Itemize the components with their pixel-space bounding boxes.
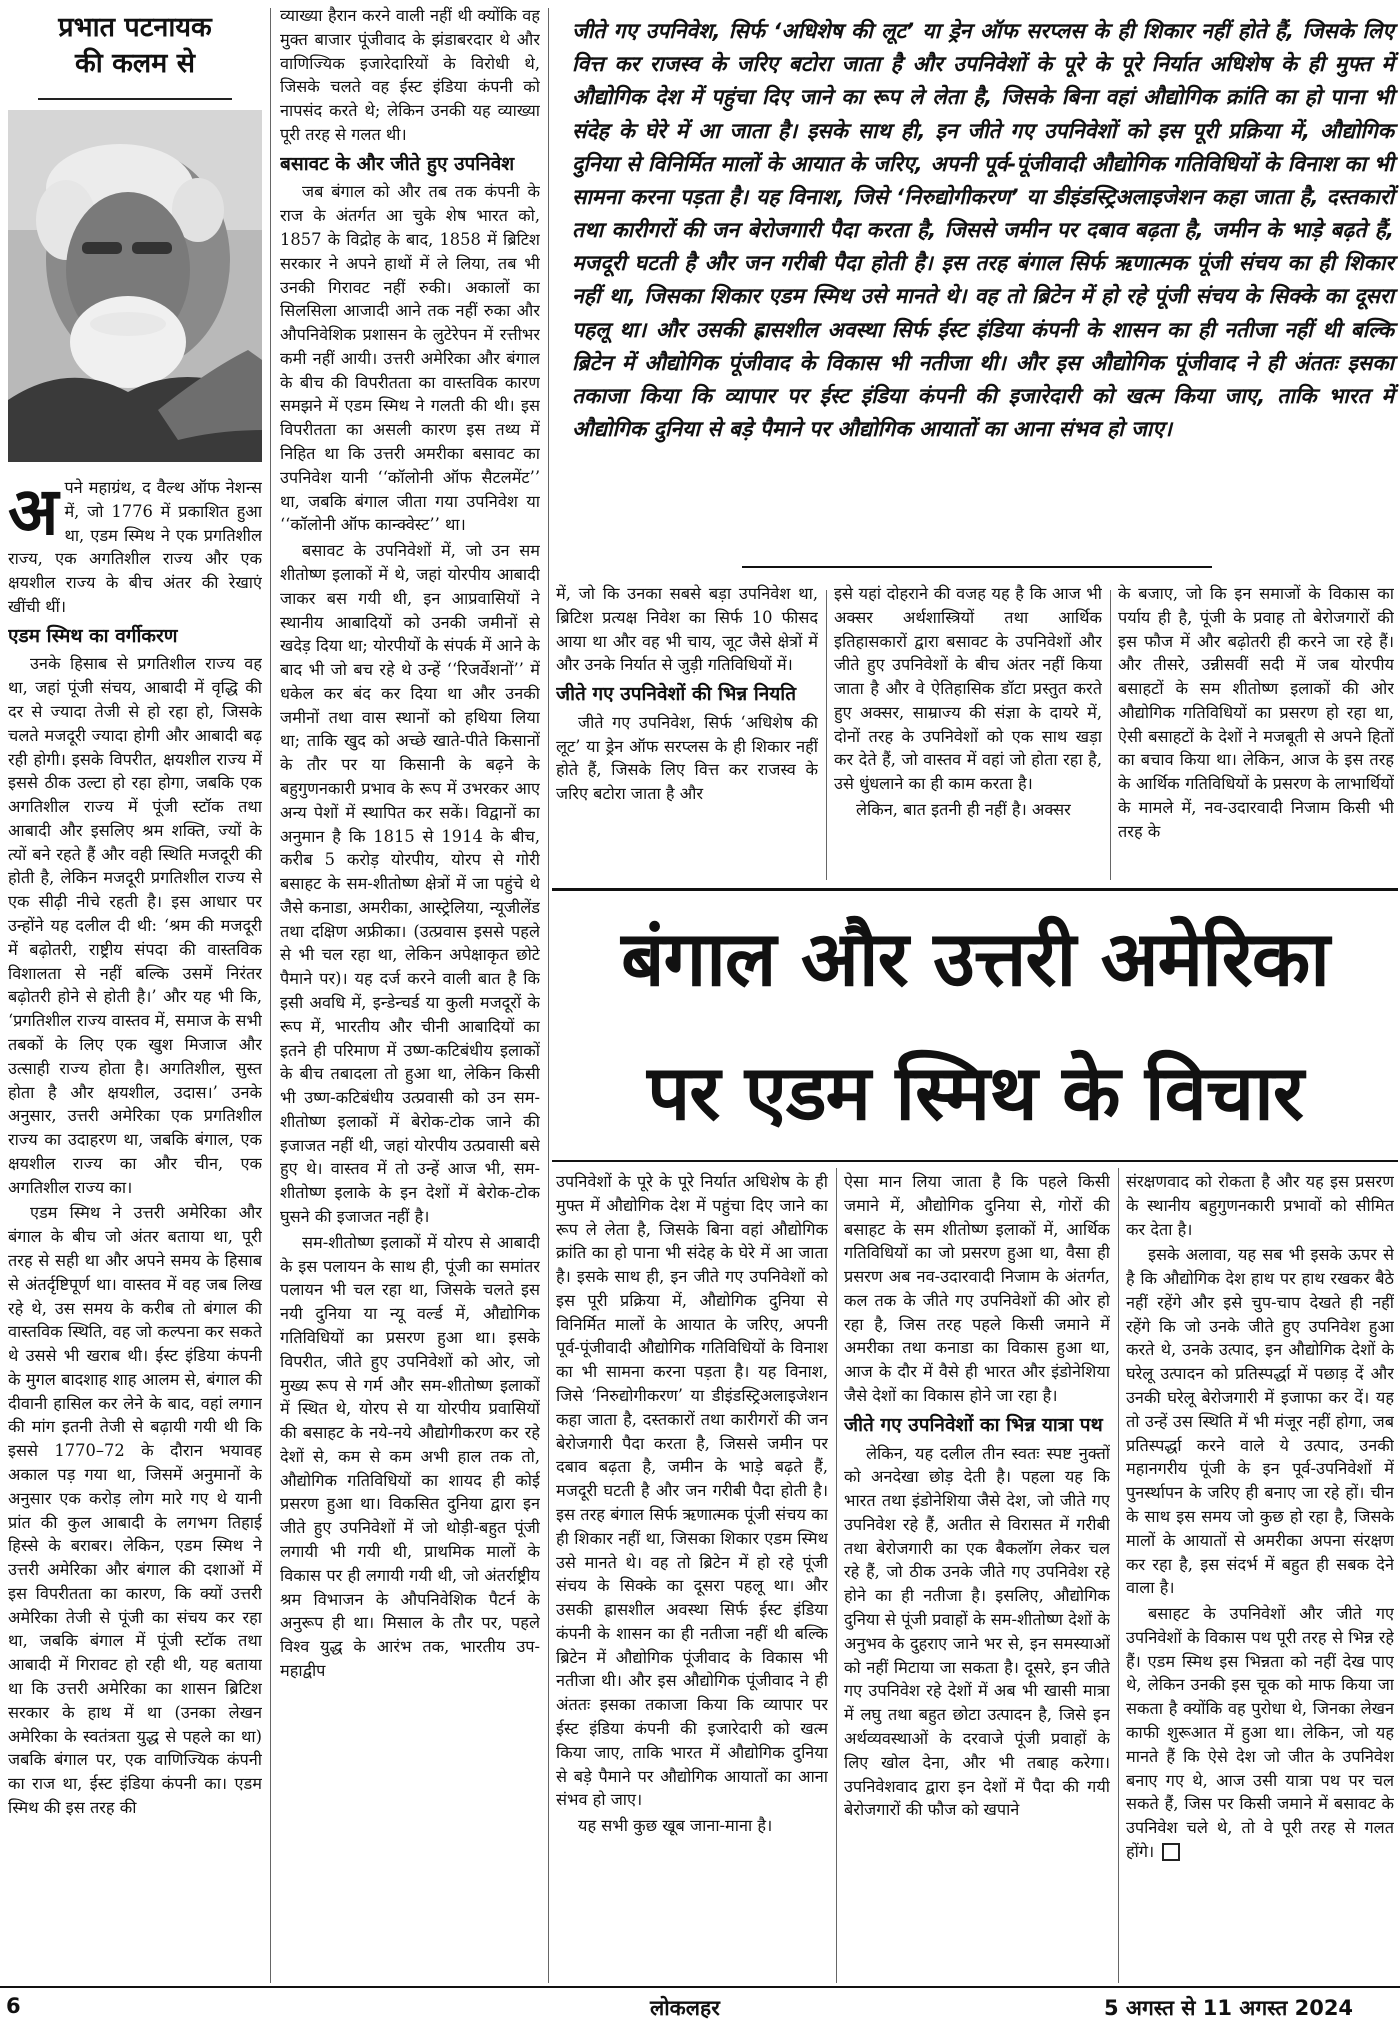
paragraph: उपनिवेशों के पूरे के पूरे निर्यात अधिशेष के ही मुफ्त में औद्योगिक देश में पहुंचा दिए जाने का रूप ले लेता है, जिसके बिना वहां औद्योगिक क्रांति का हो पाना भी संदेह के घेरे में आ जाता है। इसके साथ ही, इन जीते गए उपनिवेशों को इस पूरी प्रक्रिया में, औद्योगिक दुनिया से विनिर्मित मालों के आयात के जरिए, अपनी पूर्व-पूंजीवादी औद्योगिक गतिविधियों के विनाश का भी सामना करना पड़ता है। यह विनाश, जिसे ‘निरुद्योगीकरण’ या डीइंडस्ट्रिअलाइजेशन कहा जाता है, दस्तकारों तथा कारीगरों की जन बेरोजगारी पैदा करता है, जिससे जमीन पर दबाव बढ़ता है, जमीन के भाड़े बढ़ते हैं, मजदूरी घटती है और जन गरीबी पैदा होती है। इस तरह बंगाल सिर्फ ऋणात्मक पूंजी संचय का ही शिकार नहीं था, जिसका शिकार एडम स्मिथ उसे मानते थे। वह तो ब्रिटेन में हो रहे पूंजी संचय के सिक्के का दूसरा पहलू था। और उसकी ह्रासशील अवस्था सिर्फ ईस्ट इंडिया कंपनी के शासन का ही नतीजा नहीं थी बल्कि ब्रिटेन में औद्योगिक पूंजीवाद के विकास भी नतीजा थी। और इस औद्योगिक पूंजीवाद ने ही अंततः इसका तकाजा किया कि व्यापार पर ईस्ट इंडिया कंपनी की इजारेदारी को खत्म किया जाए, ताकि भारत में औद्योगिक दुनिया से बड़े पैमाने पर औद्योगिक आयातों का आना संभव हो जाए।: [556, 1172, 828, 1810]
paragraph: इसे यहां दोहराने की वजह यह है कि आज भी अक्सर अर्थशास्त्रियों तथा आर्थिक इतिहासकारों द्वारा बसावट के उपनिवेशों और जीते हुए उपनिवेशों के बीच अंतर नहीं किया जाता है और वे ऐतिहासिक डॉटा प्रस्तुत करते हुए अक्सर, साम्राज्य की संज्ञा के दायरे में, दोनों तरह के उपनिवेशों को एक साथ खड़ा कर देते हैं, जो वास्तव में वहां जो होता रहा है, उसे धुंधलाने का ही काम करता है।: [834, 584, 1102, 794]
drop-cap: अ: [8, 476, 59, 550]
article-column-4-bottom: [844, 1170, 1110, 1982]
footer-rule: [0, 1986, 1400, 1988]
column-divider: [836, 1168, 837, 1983]
article-column-4-top: [834, 582, 1102, 882]
subheading: जीते गए उपनिवेशों का भिन्न यात्रा पथ: [844, 1413, 1103, 1436]
paragraph: बसाहट के उपनिवेशों और जीते गए उपनिवेशों के विकास पथ पूरी तरह से भिन्न रहे हैं। एडम स्मिथ इस भिन्नता को नहीं देख पाए थे, लेकिन उनकी इस चूक को माफ किया जा सकता है क्योंकि वह पुरोधा थे, जिनका लेखन काफी शुरूआत में हुआ था। लेकिन, जो यह मानते हैं कि ऐसे देश जो जीत के उपनिवेश बनाए गए थे, आज उसी यात्रा पथ पर चल सकते हैं, जिस पर किसी जमाने में बसावट के उपनिवेश चले थे, तो वे पूरी तरह से गलत होंगे।: [1126, 1602, 1394, 1864]
page-number: 6: [6, 1994, 21, 2018]
headline-line-1: बंगाल और उत्तरी अमेरिका: [621, 914, 1329, 1003]
byline-tagline: की कलम से: [75, 47, 195, 79]
paragraph: लेकिन, बात इतनी ही नहीं है। अक्सर: [856, 800, 1071, 820]
paragraph: एडम स्मिथ ने उत्तरी अमेरिका और बंगाल के बीच जो अंतर बताया था, पूरी तरह से सही था और अपने समय के हिसाब से अंतर्दृष्टिपूर्ण था। वास्तव में वह जब लिख रहे थे, उस समय के करीब तो बंगाल की वास्तविक स्थिति, वह जो कल्पना कर सकते थे उससे भी खराब थी। ईस्ट इंडिया कंपनी के मुगल बादशाह शाह आलम से, बंगाल की दीवानी हासिल कर लेने के बाद, वहां लगान की मांग इतनी तेजी से बढ़ायी गयी थी कि इससे 1770–72 के दौरान भयावह अकाल पड़ गया था, जिसमें अनुमानों के अनुसार एक करोड़ लोग मारे गए थे यानी प्रांत की कुल आबादी के लगभग तिहाई हिस्से के बराबर। लेकिन, एडम स्मिथ ने उत्तरी अमेरिका और बंगाल की दशाओं में इस विपरीतता का कारण, कि क्यों उत्तरी अमेरिका तेजी से पूंजी का संचय कर रहा था, जबकि बंगाल में पूंजी स्टॉक तथा आबादी में गिरावट हो रही थी, यह बताया था कि उत्तरी अमेरिका का शासन ब्रिटिश सरकार के हाथ में था (उनका लेखन अमेरिका के स्वतंत्रता युद्ध से पहले का था) जबकि बंगाल पर, एक वाणिज्यिक कंपनी का राज था, ईस्ट इंडिया कंपनी का। एडम स्मिथ की इस तरह की: [8, 1203, 262, 1817]
article-column-2: [280, 4, 540, 1982]
paragraph: व्याख्या हैरान करने वाली नहीं थी क्योंकि वह मुक्त बाजार पूंजीवाद के झंडाबरदार थे और वाणिज्यिक इजारेदारियों के विरोधी थे, जिसके चलते वह ईस्ट इंडिया कंपनी को नापसंद करते थे; लेकिन उनकी यह व्याख्या पूरी तरह से गलत थी।: [280, 6, 540, 144]
column-divider: [270, 8, 271, 1983]
article-column-1: [8, 476, 262, 1982]
subheading: जीते गए उपनिवेशों की भिन्न नियति: [556, 683, 797, 706]
column-divider: [1110, 590, 1111, 880]
article-column-5-top: [1118, 582, 1394, 882]
paragraph: उनके हिसाब से प्रगतिशील राज्य वह था, जहां पूंजी संचय, आबादी में वृद्धि की दर से ज्यादा तेजी से हो रहा हो, जिसके चलते मजदूरी ज्यादा होगी और आबादी बढ़ रही होगी। इसके विपरीत, क्षयशील राज्य में इससे ठीक उल्टा हो रहा होगा, जबकि एक अगतिशील राज्य में पूंजी स्टॉक तथा आबादी और इसलिए श्रम शक्ति, ज्यों के त्यों बने रहते हैं और वही स्थिति मजदूरी की होती है, लेकिन मजदूरी प्रगतिशील राज्य से एक सीढ़ी नीचे रहती है। इस आधार पर उन्होंने यह दलील दी थी: ‘श्रम की मजदूरी में बढ़ोतरी, राष्ट्रीय संपदा की वास्तविक विशालता से नहीं बल्कि उसमें निरंतर बढ़ोतरी होने से होती है।’ और यह भी कि, ‘प्रगतिशील राज्य वास्तव में, समाज के सभी तबकों के लिए एक खुश मिजाज और उत्साही राज्य होता है। अगतिशील, सुस्त होता है और क्षयशील, उदास।’ उनके अनुसार, उत्तरी अमेरिका एक प्रगतिशील राज्य का उदाहरण था, जबकि बंगाल, एक क्षयशील राज्य का और चीन, एक अगतिशील राज्य का।: [8, 654, 262, 1197]
subheading: बसावट के और जीते हुए उपनिवेश: [280, 152, 515, 175]
column-divider: [1118, 1168, 1119, 1983]
deck-rule: [742, 566, 1212, 568]
issue-date: 5 अगस्त से 11 अगस्त 2024: [1104, 1996, 1354, 2020]
column-divider: [548, 8, 549, 1983]
paragraph: यह सभी कुछ खूब जाना-माना है।: [578, 1816, 773, 1836]
headline-line-2: पर एडम स्मिथ के विचार: [647, 1048, 1303, 1137]
paragraph: संरक्षणवाद को रोकता है और यह इस प्रसरण के स्थानीय बहुगुणनकारी प्रभावों को सीमित कर देता है।: [1126, 1172, 1394, 1239]
byline-author: प्रभात पटनायक: [58, 12, 212, 43]
article-deck: जीते गए उपनिवेश, सिर्फ ‘अधिशेष की लूट’ या ड्रेन ऑफ सरप्लस के ही शिकार नहीं होते हैं, जिसके लिए वित्त कर राजस्व के जरिए बटोरा जाता है और उपनिवेशों के पूरे के पूरे निर्यात अधिशेष के ही मुफ्त में औद्योगिक देश में पहुंचा दिए जाने का रूप ले लेता है, जिसके बिना वहां औद्योगिक क्रांति का हो पाना भी संदेह के घेरे में आ जाता है। इसके साथ ही, इन जीते गए उपनिवेशों को इस पूरी प्रक्रिया में, औद्योगिक दुनिया से विनिर्मित मालों के आयात के जरिए, अपनी पूर्व-पूंजीवादी औद्योगिक गतिविधियों के विनाश का भी सामना करना पड़ता है। यह विनाश, जिसे ‘निरुद्योगीकरण’ या डीइंडस्ट्रिअलाइजेशन कहा जाता है, दस्तकारों तथा कारीगरों की जन बेरोजगारी पैदा करता है, जिससे जमीन पर दबाव बढ़ता है, जमीन के भाड़े बढ़ते हैं, मजदूरी घटती है और जन गरीबी पैदा होती है। इस तरह बंगाल सिर्फ ऋणात्मक पूंजी संचय का ही शिकार नहीं था, जिसका शिकार एडम स्मिथ उसे मानते थे। वह तो ब्रिटेन में हो रहे पूंजी संचय के सिक्के का दूसरा पहलू था। और उसकी ह्रासशील अवस्था सिर्फ ईस्ट इंडिया कंपनी के शासन का ही नतीजा नहीं थी बल्कि ब्रिटेन में औद्योगिक पूंजीवाद के विकास भी नतीजा थी। और इस औद्योगिक पूंजीवाद ने ही अंततः इसका तकाजा किया कि व्यापार पर ईस्ट इंडिया कंपनी की इजारेदारी को खत्म किया जाए, ताकि भारत में औद्योगिक दुनिया से बड़े पैमाने पर औद्योगिक आयातों का आना संभव हो जाए।: [572, 18, 1394, 442]
intro-paragraph: पने महाग्रंथ, द वैल्थ ऑफ नेशन्स में, जो 1776 में प्रकाशित हुआ था, एडम स्मिथ ने एक प्रगतिशील राज्य, एक अगतिशील राज्य और एक क्षयशील राज्य के बीच अंतर की रेखाएं खींची थीं।: [8, 478, 262, 616]
paragraph: में, जो कि उनका सबसे बड़ा उपनिवेश था, ब्रिटिश प्रत्यक्ष निवेश का सिर्फ 10 फीसद आया था और वह भी चाय, जूट जैसे क्षेत्रों में और उनके निर्यात से जुड़ी गतिविधियों में।: [556, 584, 818, 675]
paragraph: जब बंगाल को और तब तक कंपनी के राज के अंतर्गत आ चुके शेष भारत को, 1857 के विद्रोह के बाद, 1858 में ब्रिटिश सरकार ने अपने हाथों में ले लिया, तब भी उनकी गिरावट नहीं रुकी। अकालों का सिलसिला आजादी आने तक नहीं रुका और औपनिवेशिक प्रशासन के लुटेरेपन में रत्तीभर कमी नहीं आयी। उत्तरी अमेरिका और बंगाल के बीच की विपरीतता का वास्तविक कारण समझने में एडम स्मिथ ने गलती की थी। इस विपरीतता का असली कारण इस तथ्य में निहित था कि उत्तरी अमरीका बसावट का उपनिवेश यानी ‘‘कॉलोनी ऑफ सैटलमेंट’’ था, जबकि बंगाल जीता गया उपनिवेश या ‘‘कॉलोनी ऑफ कान्क्वेस्ट’’ था।: [280, 182, 540, 535]
paragraph: इसके अलावा, यह सब भी इसके ऊपर से है कि औद्योगिक देश हाथ पर हाथ रखकर बैठे नहीं रहेंगे और इसे चुप-चाप देखते ही नहीं रहेंगे कि जो उनके जीते हुए उपनिवेश हुआ करते थे, उनके उत्पाद, इन औद्योगिक देशों के घरेलू उत्पादन को प्रतिस्पर्द्धा में पछाड़ दें और उनकी घरेलू बेरोजगारी में इजाफा कर दें। यह तो उन्हें उस स्थिति में भी मंजूर नहीं होगा, जब प्रतिस्पर्द्धा करने वाले ये उत्पाद, उनकी महानगरीय पूंजी के इन पूर्व-उपनिवेशों में पुनर्स्थापन के जरिए ही बनाए जा रहे हों। चीन के साथ इस समय जो कुछ हो रहा है, जिसके मालों के आयातों से अमरीका अपना संरक्षण कर रहा है, इस संदर्भ में बहुत ही सबक देने वाला है।: [1126, 1245, 1394, 1598]
article-column-5-bottom: [1126, 1170, 1394, 1982]
subheading: एडम स्मिथ का वर्गीकरण: [8, 624, 178, 647]
article-column-3-bottom: [556, 1170, 828, 1982]
author-portrait-illustration: [8, 110, 262, 462]
paragraph: के बजाए, जो कि इन समाजों के विकास का पर्याय ही है, पूंजी के प्रवाह तो बेरोजगारों की इस फौज में और बढ़ोतरी ही करने जा रहे हैं। और तीसरे, उन्नीसवीं सदी में जब योरपीय बसाहटों के सम शीतोष्ण इलाकों की ओर औद्योगिक गतिविधियों का प्रसरण हो रहा था, ऐसी बसाहटों के देशों ने मजबूती से अपने हितों का बचाव किया था। लेकिन, आज के इस तरह के आर्थिक गतिविधियों के प्रसरण के लाभार्थियों के मामले में, नव-उदारवादी निजाम किसी भी तरह के: [1118, 584, 1394, 841]
publication-name: लोकलहर: [650, 1996, 720, 2020]
paragraph: जीते गए उपनिवेश, सिर्फ ‘अधिशेष की लूट’ या ड्रेन ऑफ सरप्लस के ही शिकार नहीं होते हैं, जिसके लिए वित्त कर राजस्व के जरिए बटोरा जाता है और: [556, 712, 818, 804]
paragraph: लेकिन, यह दलील तीन स्वतः स्पष्ट नुक्तों को अनदेखा छोड़ देती है। पहला यह कि भारत तथा इंडोनेशिया जैसे देश, जो जीते गए उपनिवेश रहे हैं, अतीत से विरासत में गरीबी तथा बेरोजगारी का एक बैकलॉग लेकर चल रहे हैं, जो ठीक उनके जीते गए उपनिवेश रहे होने का ही नतीजा है। इसलिए, औद्योगिक दुनिया से पूंजी प्रवाहों के सम-शीतोष्ण देशों के अनुभव के दुहराए जाने भर से, इन समस्याओं को नहीं मिटाया जा सकता है। दूसरे, इन जीते गए उपनिवेश रहे देशों में अब भी खासी मात्रा में लघु तथा बहुत छोटा उत्पादन है, जिसे इन अर्थव्यवस्थाओं के दरवाजे पूंजी प्रवाहों के लिए खोल देना, और भी तबाह करेगा। उपनिवेशवाद द्वारा इन देशों में पैदा की गयी बेरोजगारों की फौज को खपाने: [844, 1443, 1110, 1820]
paragraph: ऐसा मान लिया जाता है कि पहले किसी जमाने में, औद्योगिक दुनिया से, गोरों की बसाहट के सम शीतोष्ण इलाकों में, आर्थिक गतिविधियों का जो प्रसरण हुआ था, वैसा ही प्रसरण अब नव-उदारवादी निजाम के अंतर्गत, कल तक के जीते गए उपनिवेशों की ओर हो रहा है, जिस तरह पहले किसी जमाने में अमरीका तथा कनाडा का विकास हुआ था, आज के दौर में वैसे ही भारत और इंडोनेशिया जैसे देशों का विकास होने जा रहा है।: [844, 1172, 1110, 1406]
column-divider: [826, 590, 827, 880]
article-column-3-top: [556, 582, 818, 882]
paragraph: सम-शीतोष्ण इलाकों में योरप से आबादी के इस पलायन के साथ ही, पूंजी का समांतर पलायन भी चल रहा था, जिसके चलते इस नयी दुनिया या न्यू वर्ल्ड में, औद्योगिक गतिविधियों का प्रसरण हुआ था। इसके विपरीत, जीते हुए उपनिवेशों को ओर, जो मुख्य रूप से गर्म और सम-शीतोष्ण इलाकों में स्थित थे, योरप से या योरपीय प्रवासियों की बसाहट के नये-नये औद्योगीकरण कर रहे देशों से, कम से कम अभी हाल तक तो, औद्योगिक गतिविधियों का शायद ही कोई प्रसरण हुआ था। विकसित दुनिया द्वारा इन जीते हुए उपनिवेशों में जो थोड़ी-बहुत पूंजी लगायी भी गयी थी, प्राथमिक मालों के विकास पर ही लगायी गयी थी, जो अंतर्राष्ट्रीय श्रम विभाजन के औपनिवेशिक पैटर्न के अनुरूप ही था। मिसाल के तौर पर, पहले विश्व युद्ध के आरंभ तक, भारतीय उप-महाद्वीप: [280, 1232, 540, 1680]
author-photo: [8, 110, 262, 462]
author-byline: [8, 8, 262, 100]
paragraph: बसावट के उपनिवेशों में, जो उन सम शीतोष्ण इलाकों में थे, जहां योरपीय आबादी जाकर बस गयी थी, इन आप्रवासियों ने स्थानीय आबादियों को उनकी जमीनों से खदेड़ दिया था; योरपीयों के संपर्क में आने के बाद भी जो बच रहे थे उन्हें ‘‘रिजर्वेशनों’’ में धकेल कर बंद कर दिया था और उनकी जमीनों तथा वास स्थानों को हथिया लिया था; ताकि खुद को अच्छे खाते-पीते किसानों के तौर पर या किसानी के बढ़ने के बहुगुणनकारी प्रभाव के रूप में उभरकर आए अन्य पेशों में स्थापित कर सकें। विद्वानों का अनुमान है कि 1815 से 1914 के बीच, करीब 5 करोड़ योरपीय, योरप से गोरी बसाहट के सम-शीतोष्ण क्षेत्रों में जा पहुंचे थे जैसे कनाडा, अमरीका, आस्ट्रेलिया, न्यूजीलेंड तथा दक्षिण अफ्रीका। (उत्प्रवास इससे पहले से भी चल रहा था, लेकिन अपेक्षाकृत छोटे पैमाने पर)। यह दर्ज करने वाली बात है कि इसी अवधि में, इन्डेन्चर्ड या कुली मजदूरों के रूप में, भारतीय और चीनी आबादियों का इतने ही परिमाण में उष्ण-कटिबंधीय इलाकों के बीच तबादला तो हुआ था, लेकिन किसी भी उष्ण-कटिबंधीय उत्प्रवासी को उन सम-शीतोष्ण इलाकों में बेरोक-टोक जाने की इजाजत नहीं थी, जहां योरपीय उत्प्रवासी बसे हुए थे। वास्तव में तो उन्हें आज भी, सम-शीतोष्ण इलाके के इन देशों में बेरोक-टोक घुसने की इजाजत नहीं है।: [280, 541, 540, 1227]
